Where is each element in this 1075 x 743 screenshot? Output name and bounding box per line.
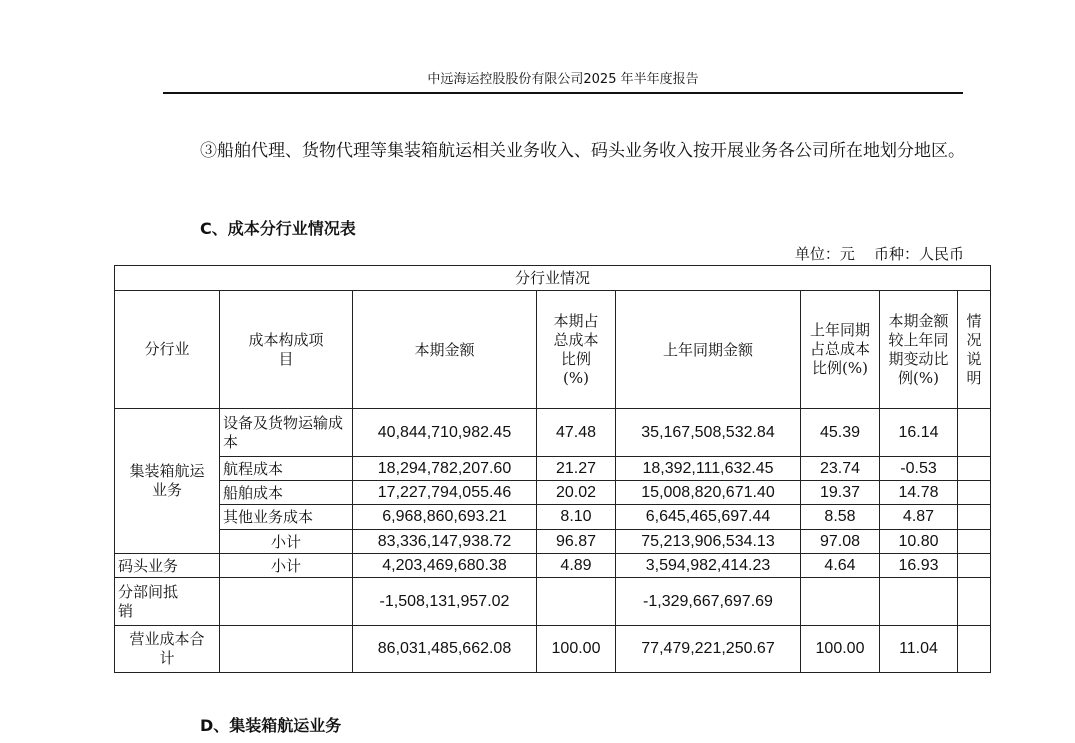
last-ratio: 45.39 bbox=[801, 409, 880, 457]
current-ratio: 21.27 bbox=[537, 457, 616, 481]
current-amount: 6,968,860,693.21 bbox=[353, 505, 537, 530]
change-ratio: 4.87 bbox=[880, 505, 958, 530]
current-amount: 4,203,469,680.38 bbox=[353, 554, 537, 578]
current-ratio: 100.00 bbox=[537, 626, 616, 673]
current-amount: 18,294,782,207.60 bbox=[353, 457, 537, 481]
last-amount: 3,594,982,414.23 bbox=[616, 554, 801, 578]
cost-item: 小计 bbox=[220, 554, 353, 578]
last-amount: 15,008,820,671.40 bbox=[616, 481, 801, 505]
cost-item bbox=[220, 626, 353, 673]
unit-currency-note: 单位：元 币种：人民币 bbox=[794, 245, 964, 263]
report-header: 中远海运控股股份有限公司2025 年半年度报告 bbox=[163, 68, 963, 94]
current-ratio: 4.89 bbox=[537, 554, 616, 578]
current-ratio: 20.02 bbox=[537, 481, 616, 505]
industry-terminal: 码头业务 bbox=[115, 554, 220, 578]
note-cell bbox=[958, 505, 991, 530]
current-amount: -1,508,131,957.02 bbox=[353, 578, 537, 626]
industry-elimination: 分部间抵销 bbox=[115, 578, 220, 626]
change-ratio bbox=[880, 578, 958, 626]
table-row-terminal bbox=[115, 554, 991, 578]
table-row-total bbox=[115, 626, 991, 673]
last-ratio bbox=[801, 578, 880, 626]
change-ratio: 16.14 bbox=[880, 409, 958, 457]
table-row bbox=[115, 505, 991, 530]
last-ratio: 23.74 bbox=[801, 457, 880, 481]
current-amount: 86,031,485,662.08 bbox=[353, 626, 537, 673]
last-amount: 77,479,221,250.67 bbox=[616, 626, 801, 673]
table-row bbox=[115, 481, 991, 505]
header-note: 情况说明 bbox=[958, 291, 991, 409]
header-cost-item: 成本构成项目 bbox=[220, 291, 353, 409]
last-amount: 75,213,906,534.13 bbox=[616, 530, 801, 554]
cost-item: 设备及货物运输成本 bbox=[220, 409, 353, 457]
current-amount: 17,227,794,055.46 bbox=[353, 481, 537, 505]
section-c-title: C、成本分行业情况表 bbox=[200, 219, 356, 238]
last-ratio: 97.08 bbox=[801, 530, 880, 554]
current-ratio: 47.48 bbox=[537, 409, 616, 457]
cost-item: 小计 bbox=[220, 530, 353, 554]
current-amount: 40,844,710,982.45 bbox=[353, 409, 537, 457]
change-ratio: 11.04 bbox=[880, 626, 958, 673]
last-amount: 6,645,465,697.44 bbox=[616, 505, 801, 530]
last-ratio: 100.00 bbox=[801, 626, 880, 673]
table-caption-row bbox=[115, 266, 991, 291]
last-amount: 35,167,508,532.84 bbox=[616, 409, 801, 457]
cost-item: 其他业务成本 bbox=[220, 505, 353, 530]
header-current-amount: 本期金额 bbox=[353, 291, 537, 409]
industry-container-shipping: 集装箱航运业务 bbox=[115, 409, 220, 554]
table-row bbox=[115, 409, 991, 457]
industry-total: 营业成本合计 bbox=[115, 626, 220, 673]
header-change-ratio: 本期金额较上年同期变动比例(%) bbox=[880, 291, 958, 409]
section-d-title: D、集装箱航运业务 bbox=[200, 716, 342, 735]
header-last-ratio: 上年同期占总成本比例(%) bbox=[801, 291, 880, 409]
change-ratio: -0.53 bbox=[880, 457, 958, 481]
table-row-subtotal bbox=[115, 530, 991, 554]
note-cell bbox=[958, 626, 991, 673]
current-ratio: 96.87 bbox=[537, 530, 616, 554]
table-caption: 分行业情况 bbox=[115, 266, 991, 291]
last-ratio: 8.58 bbox=[801, 505, 880, 530]
cost-item: 船舶成本 bbox=[220, 481, 353, 505]
change-ratio: 16.93 bbox=[880, 554, 958, 578]
header-industry: 分行业 bbox=[115, 291, 220, 409]
note-cell bbox=[958, 554, 991, 578]
table-row-elimination bbox=[115, 578, 991, 626]
change-ratio: 14.78 bbox=[880, 481, 958, 505]
cost-item bbox=[220, 578, 353, 626]
cost-item: 航程成本 bbox=[220, 457, 353, 481]
header-last-amount: 上年同期金额 bbox=[616, 291, 801, 409]
header-current-ratio: 本期占总成本比例(%) bbox=[537, 291, 616, 409]
note-cell bbox=[958, 409, 991, 457]
region-note-paragraph: ③船舶代理、货物代理等集装箱航运相关业务收入、码头业务收入按开展业务各公司所在地划分地区。 bbox=[200, 141, 965, 161]
current-ratio bbox=[537, 578, 616, 626]
note-cell bbox=[958, 578, 991, 626]
last-ratio: 4.64 bbox=[801, 554, 880, 578]
last-amount: -1,329,667,697.69 bbox=[616, 578, 801, 626]
current-ratio: 8.10 bbox=[537, 505, 616, 530]
last-ratio: 19.37 bbox=[801, 481, 880, 505]
last-amount: 18,392,111,632.45 bbox=[616, 457, 801, 481]
note-cell bbox=[958, 530, 991, 554]
table-header-row bbox=[115, 291, 991, 409]
current-amount: 83,336,147,938.72 bbox=[353, 530, 537, 554]
cost-by-industry-table bbox=[114, 265, 991, 673]
note-cell bbox=[958, 457, 991, 481]
note-cell bbox=[958, 481, 991, 505]
table-row bbox=[115, 457, 991, 481]
change-ratio: 10.80 bbox=[880, 530, 958, 554]
